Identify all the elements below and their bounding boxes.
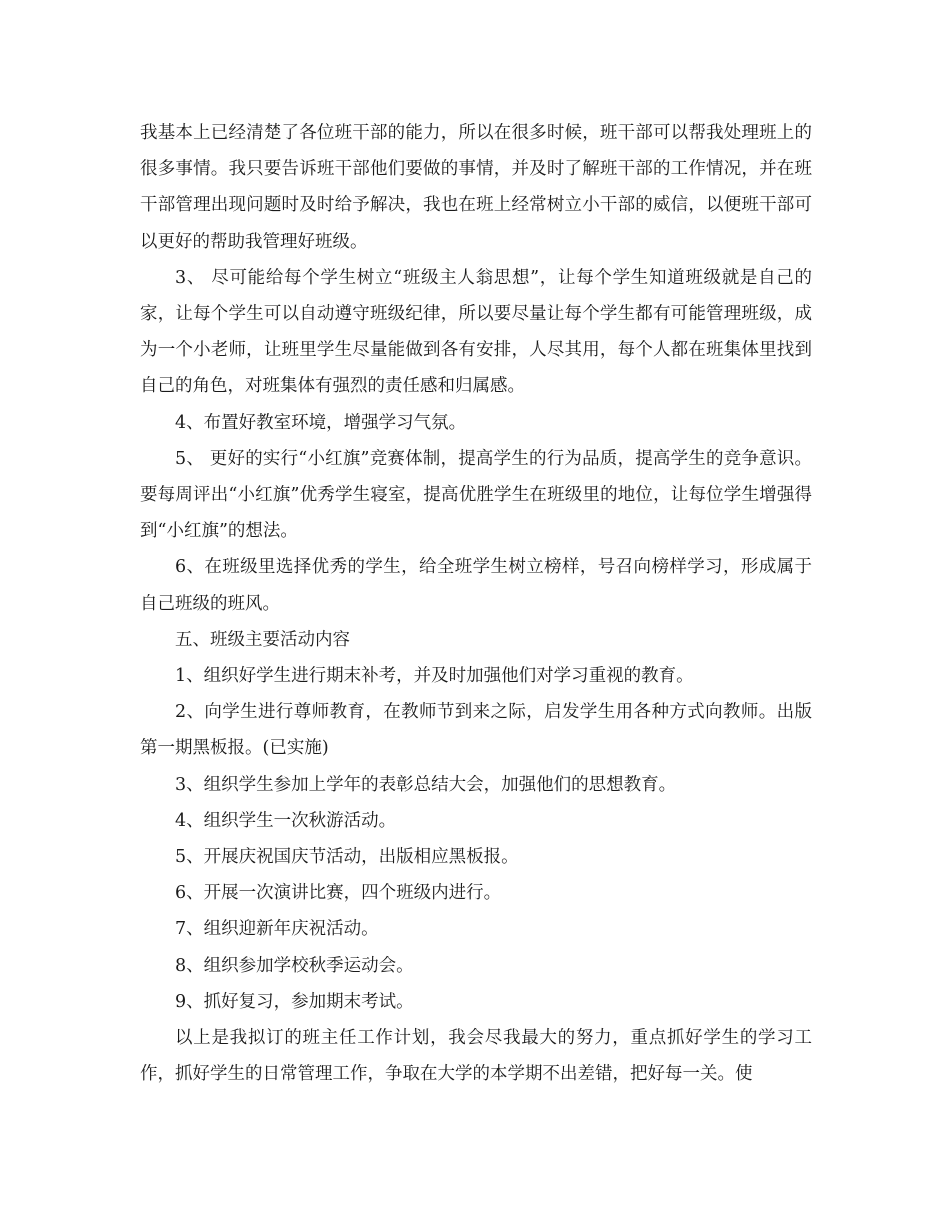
activity-item-6: 6、开展一次演讲比赛，四个班级内进行。	[175, 883, 502, 904]
document-body	[140, 115, 812, 1092]
activity-item-9: 9、抓好复习，参加期末考试。	[175, 991, 414, 1012]
paragraph-conclusion: 以上是我拟订的班主任工作计划，我会尽我最大的努力，重点抓好学生的学习工作，抓好学生的日常管理工作，争取在大学的本学期不出差错，把好每一关。使	[140, 1028, 812, 1085]
activity-item-4: 4、组织学生一次秋游活动。	[175, 810, 397, 831]
paragraph-item-3-ownership: 3、 尽可能给每个学生树立“班级主人翁思想”，让每个学生知道班级就是自己的家，让每个学生可以自动遵守班级纪律，所以要尽量让每个学生都有可能管理班级，成为一个小老师，让班里学生尽量能做到各有安排，人尽其用，每个人都在班集体里找到自己的角色，对班集体有强烈的责任感和归属感。	[140, 267, 812, 397]
paragraph-item-6-role-models: 6、在班级里选择优秀的学生，给全班学生树立榜样，号召向榜样学习，形成属于自己班级的班风。	[140, 557, 812, 614]
activity-item-1: 1、组织好学生进行期末补考，并及时加强他们对学习重视的教育。	[175, 666, 694, 687]
activity-item-7: 7、组织迎新年庆祝活动。	[175, 919, 379, 940]
activity-item-5: 5、开展庆祝国庆节活动，出版相应黑板报。	[175, 847, 519, 868]
paragraph-item-4-classroom: 4、布置好教室环境，增强学习气氛。	[175, 412, 467, 433]
section-heading-activities: 五、班级主要活动内容	[175, 629, 350, 650]
paragraph-item-5-red-flag: 5、 更好的实行“小红旗”竞赛体制，提高学生的行为品质，提高学生的竞争意识。要每周评出“小红旗”优秀学生寝室，提高优胜学生在班级里的地位，让每位学生增强得到“小红旗”的想法。	[140, 448, 812, 542]
activity-item-3: 3、组织学生参加上学年的表彰总结大会，加强他们的思想教育。	[175, 774, 677, 795]
activity-item-8: 8、组织参加学校秋季运动会。	[175, 955, 414, 976]
paragraph-class-cadres: 我基本上已经清楚了各位班干部的能力，所以在很多时候，班干部可以帮我处理班上的很多事情。我只要告诉班干部他们要做的事情，并及时了解班干部的工作情况，并在班干部管理出现问题时及时给予解决，我也在班上经常树立小干部的威信，以便班干部可以更好的帮助我管理好班级。	[140, 123, 812, 252]
activity-item-2: 2、向学生进行尊师教育，在教师节到来之际，启发学生用各种方式向教师。出版第一期黑板报。(已实施)	[140, 702, 812, 759]
